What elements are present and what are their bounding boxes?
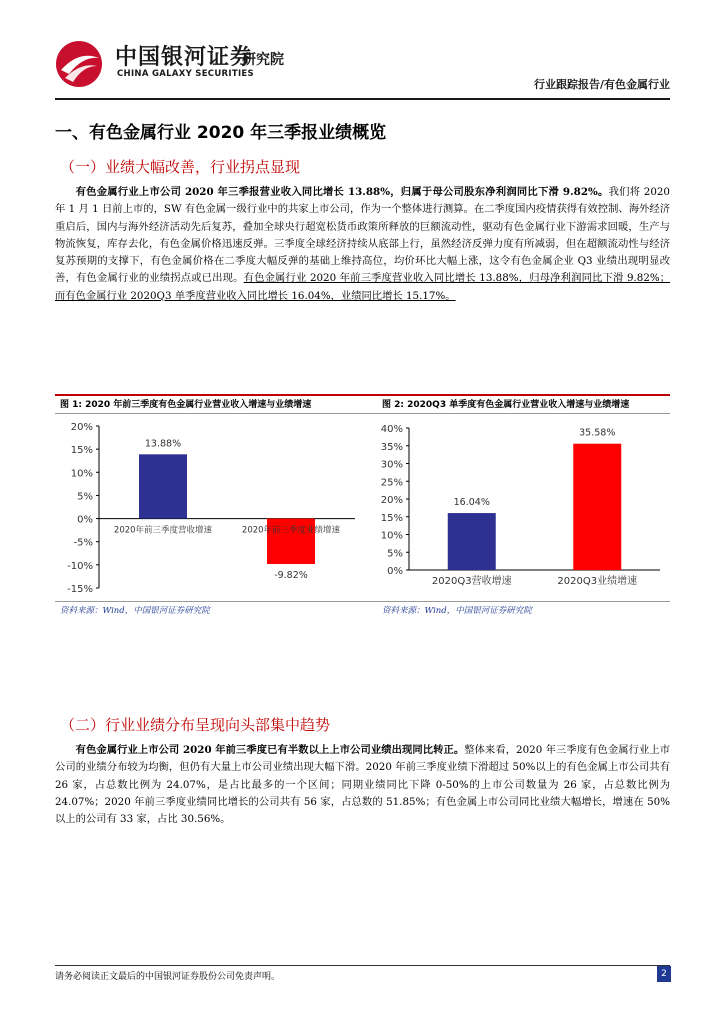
figure-2-source: 资料来源：Wind，中国银河证券研究院	[382, 606, 532, 616]
y-tick-label: 15%	[70, 445, 93, 457]
y-tick-label: 0%	[387, 566, 403, 577]
category-label: 2020Q3业绩增速	[557, 576, 638, 587]
chart-1	[55, 418, 365, 598]
data-label: -9.82%	[274, 570, 308, 582]
paragraph-1-highlight: 有色金属行业 2020 年前三季度营业收入同比增长 13.88%，归母净利润同比下滑 9.82%；而有色金属行业 2020Q3 单季度营业收入同比增长 16.04%，业绩同比增长 15.17%。	[55, 272, 670, 302]
category-label: 2020年前三季度业绩增速	[241, 525, 341, 536]
y-tick-label: 10%	[70, 468, 93, 480]
report-type: 行业跟踪报告/有色金属行业	[533, 78, 670, 91]
subsection-title-1: （一）业绩大幅改善，行业拐点显现	[60, 158, 301, 176]
y-tick-label: 15%	[380, 512, 403, 524]
y-tick-label: 25%	[380, 477, 403, 489]
bar	[448, 513, 496, 570]
y-tick-label: 5%	[387, 548, 403, 560]
y-tick-label: 40%	[380, 424, 403, 435]
source-divider	[55, 601, 670, 602]
logo-text-en: CHINA GALAXY SECURITIES	[117, 69, 254, 79]
footer-divider	[55, 965, 670, 966]
y-tick-label: 30%	[380, 459, 403, 471]
section-title: 一、有色金属行业 2020 年三季报业绩概览	[55, 123, 387, 143]
logo-text-institute: 研究院	[242, 52, 284, 68]
paragraph-1	[55, 184, 670, 305]
paragraph-1-lead: 有色金属行业上市公司 2020 年三季报营业收入同比增长 13.88%，归属于母公司股东净利润同比下滑 9.82%。	[75, 186, 609, 198]
y-tick-label: 5%	[77, 491, 93, 503]
bar	[139, 454, 187, 518]
page-number: 2	[657, 966, 671, 982]
y-tick-label: 20%	[70, 422, 93, 433]
paragraph-2	[55, 742, 670, 828]
figure-2-caption: 图 2: 2020Q3 单季度有色金属行业营业收入增速与业绩增速	[382, 400, 630, 410]
figure-1-source: 资料来源：Wind，中国银河证券研究院	[60, 606, 210, 616]
data-label: 13.88%	[144, 438, 182, 450]
header-divider	[55, 98, 670, 100]
y-tick-label: 10%	[380, 530, 403, 542]
subsection-title-2: （二）行业业绩分布呈现向头部集中趋势	[60, 716, 331, 734]
category-label: 2020年前三季度营收增速	[113, 525, 213, 536]
y-tick-label: -15%	[67, 584, 93, 595]
paragraph-1-body: 我们将 2020 年 1 月 1 日前上市的，SW 有色金属一级行业中的共家上市公司，作为一个整体进行测算。在二季度国内疫情获得有效控制、海外经济重启后，国内与海外经济活动先后复苏，叠加全球央行超宽松货币政策所释放的巨额流动性，驱动有色金属行业下游需求回暖，生产与物流恢复，库存去化，有色金属价格迅速反弹。三季度全球经济持续从底部上行，虽然经济反弹力度有所减弱，但在超额流动性与经济复苏预期的支撑下，有色金属价格在二季度大幅反弹的基础上维持高位，均价环比大幅上涨，这令有色金属企业 Q3 业绩出现明显改善，有色金属行业的业绩拐点或已出现。	[55, 186, 670, 285]
paragraph-2-body: 整体来看，2020 年三季度有色金属行业上市公司的业绩分布较为均衡，但仍有大量上市公司业绩出现大幅下滑。2020 年前三季度业绩下滑超过 50%以上的有色金属上市公司共有 26 家，占总数比例为 24.07%，是占比最多的一个区间；同期业绩同比下降 0-50%的上市公司数量为 26 家，占总数比例为 24.07%；2020 年前三季度业绩同比增长的公司共有 56 家，占总数的 51.85%；有色金属上市公司同比业绩大幅增长，增速在 50%以上的公司有 33 家，占比 30.56%。	[55, 744, 670, 826]
bar	[573, 444, 621, 570]
page-header	[55, 36, 670, 96]
y-tick-label: 0%	[77, 514, 93, 526]
footer-disclaimer: 请务必阅读正文最后的中国银河证券股份公司免责声明。	[55, 972, 281, 982]
paragraph-2-lead: 有色金属行业上市公司 2020 年前三季度已有半数以上上市公司业绩出现同比转正。	[75, 744, 465, 756]
data-label: 35.58%	[579, 427, 616, 439]
chart-2	[375, 418, 670, 598]
y-tick-label: -10%	[67, 560, 93, 572]
data-label: 16.04%	[453, 497, 490, 509]
y-tick-label: 20%	[380, 495, 403, 506]
y-tick-label: 35%	[380, 441, 403, 453]
category-label: 2020Q3营收增速	[431, 576, 512, 587]
galaxy-logo-icon	[55, 40, 103, 88]
figure-1-caption: 图 1: 2020 年前三季度有色金属行业营业收入增速与业绩增速	[60, 400, 312, 410]
y-tick-label: -5%	[73, 537, 93, 549]
logo-text-cn: 中国银河证券	[115, 45, 254, 70]
